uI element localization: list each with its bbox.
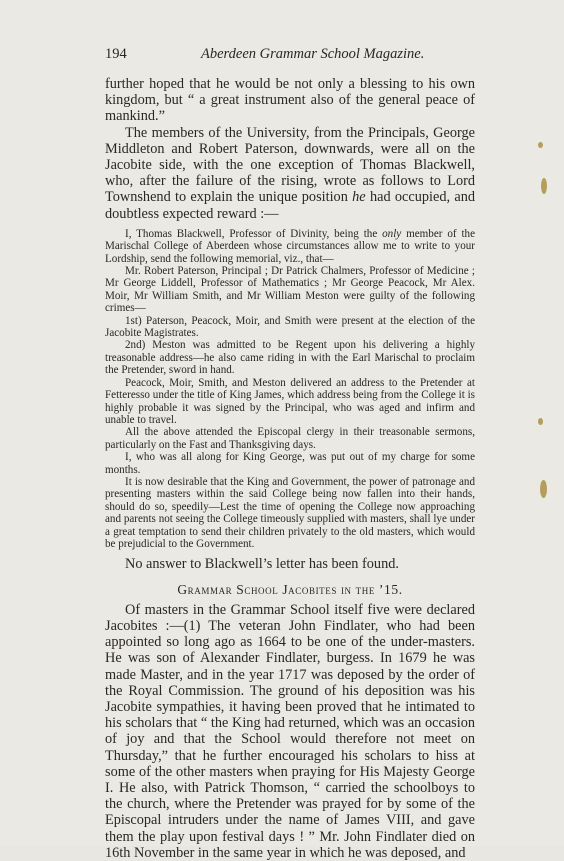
quote-paragraph: Mr. Robert Paterson, Principal ; Dr Patrick Chalmers, Professor of Medicine ; Mr George Liddell, Professor of Mathematics ; Mr George Peacock, Mr Alex. Moir, Mr William Smith, and Mr William Meston were guilty of the following crimes— [105, 265, 475, 315]
section-heading: Grammar School Jacobites in the ’15. [177, 581, 403, 597]
quote-paragraph: I, Thomas Blackwell, Professor of Divinity, being the only member of the Marischal College of Aberdeen whose circumstances allow me to write to your Lordship, send the following memorial, viz., that— [105, 227, 475, 265]
quote-paragraph: 2nd) Meston was admitted to be Regent upon his delivering a highly treasonable address—he also came riding in with the Earl Marischal to proclaim the Pretender, sword in hand. [105, 339, 475, 377]
margin-stain [540, 480, 547, 498]
quote-paragraph: It is now desirable that the King and Government, the power of patronage and presenting masters within the said College being now fallen into their hands, should do so, speedily—Lest the time of opening the College now approaching and parents not seeing the College timeously supplied with masters, shall lye under a great temptation to send their children privately to the old masters, which would be prejudicial to the Government. [105, 475, 475, 550]
margin-stain [538, 142, 543, 148]
margin-stain [541, 178, 547, 194]
paragraph: Of masters in the Grammar School itself five were declared Jacobites :—(1) The veteran John Findlater, who had been appointed so long ago as 1664 to be one of the under-masters. He was son of Alexander Findlater, burgess. In 1679 he was made Master, and in the year 1717 was deposed by the order of the Royal Commission. The ground of his deposition was his Jacobite sympathies, it having been proved that he intimated to his scholars that “ the King had returned, which was an occasion of joy and that the School would therefore not meet on Thursday,” that he further encouraged his scholars to hiss at some of the other masters when praying for His Majesty George I. He also, with Patrick Thomson, “ carried the schoolboys to the church, where the Pretender was prayed for by some of the Episcopal intruders under the name of James VIII, and gave them the play upon festival days ! ” Mr. John Findlater died on 16th November in the same year in which he was deposed, and [105, 601, 475, 861]
body-text [105, 76, 475, 861]
margin-stain [538, 418, 543, 425]
block-quote [105, 228, 475, 551]
quote-paragraph: I, who was all along for King George, was put out of my charge for some months. [105, 451, 475, 476]
page-number: 194 [105, 46, 127, 62]
running-title: Aberdeen Grammar School Magazine. [201, 46, 425, 62]
paragraph: No answer to Blackwell’s letter has been found. [125, 556, 399, 573]
quote-paragraph: All the above attended the Episcopal clergy in their treasonable sermons, particularly on the Fast and Thanksgiving days. [105, 426, 475, 451]
paragraph: further hoped that he would be not only a blessing to his own kingdom, but “ a great instrument also of the general peace of mankind.” [105, 76, 475, 125]
quote-paragraph: 1st) Paterson, Peacock, Moir, and Smith were present at the election of the Jacobite Magistrates. [105, 314, 475, 340]
paragraph: The members of the University, from the Principals, George Middleton and Robert Paterson, downwards, were all on the Jacobite side, with the one exception of Thomas Blackwell, who, after the failure of the rising, wrote as follows to Lord Townshend to explain the unique position he had occupied, and doubtless expected reward :— [105, 124, 476, 222]
page-header [105, 46, 475, 68]
quote-paragraph: Peacock, Moir, Smith, and Meston delivered an address to the Pretender at Fetteresso under the title of King James, which address being from the College it is highly probable it was signed by the Principal, who was aged and infirm and unable to travel. [105, 376, 475, 426]
